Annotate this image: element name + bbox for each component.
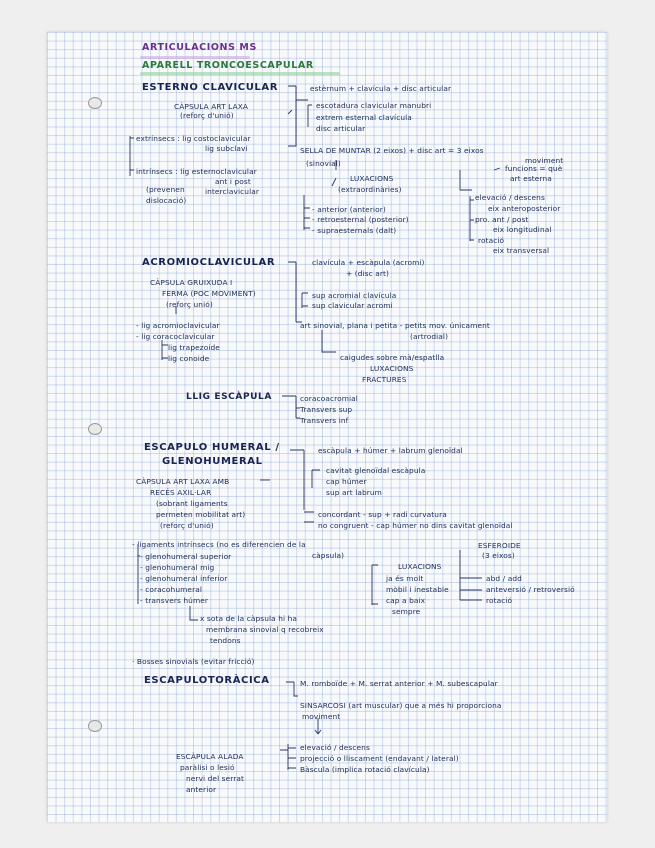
note: dislocació)	[146, 196, 187, 205]
note: - lig acromioclavicular	[136, 321, 220, 330]
note: - glenohumeral inferior	[140, 574, 228, 583]
note: (reforç d'unió)	[180, 111, 234, 120]
note: (reforç d'unió)	[160, 521, 214, 530]
note: Transvers inf	[300, 416, 349, 425]
note: - glenohumeral superior	[140, 552, 232, 561]
note: lig conoide	[168, 354, 210, 363]
note: elevació / descens	[475, 193, 545, 202]
note: (prevenen	[146, 185, 185, 194]
note: cap a baix	[386, 596, 426, 605]
note: funcions = què	[505, 164, 563, 173]
note: caigudes sobre mà/espatlla	[340, 353, 445, 362]
note: SINSARCOSI (art muscular) que a més hi proporciona	[300, 701, 502, 710]
note: abd / add	[486, 574, 522, 583]
page-subtitle: APARELL TRONCOESCAPULAR	[142, 60, 314, 71]
note: intrínsecs : lig esternoclavicular	[136, 167, 257, 176]
note: pro. ant / post	[475, 215, 529, 224]
note: (sobrant ligaments	[156, 499, 228, 508]
note: rotació	[486, 596, 513, 605]
note: extrem esternal clavícula	[316, 113, 412, 122]
note: ESFEROIDE	[478, 541, 521, 550]
note: escàpula + húmer + labrum glenoïdal	[318, 446, 463, 455]
note: LUXACIONS	[350, 174, 394, 183]
note: CÀPSULA GRUIXUDA I	[150, 278, 233, 287]
note: LUXACIONS	[370, 364, 414, 373]
note: estèrnum + clavícula + disc articular	[310, 84, 452, 93]
note: FERMA (POC MOVIMENT)	[162, 289, 256, 298]
heading-escapulotoracica: ESCAPULOTORÀCICA	[144, 675, 270, 686]
note: anterior	[186, 785, 217, 794]
note: interclavicular	[205, 187, 259, 196]
note: cap húmer	[326, 477, 367, 486]
note: eix transversal	[493, 246, 550, 255]
note: art esterna	[510, 174, 552, 183]
note: sup art labrum	[326, 488, 382, 497]
heading-glenohumeral: GLENOHUMERAL	[162, 456, 263, 467]
note: lig trapezoide	[168, 343, 220, 352]
note: clavícula + escàpula (acromi)	[312, 258, 425, 267]
note: eix anteroposterior	[488, 204, 561, 213]
heading-acromioclavicular: ACROMIOCLAVICULAR	[142, 257, 276, 268]
note: FRACTURES	[362, 375, 407, 384]
note: permeten mobilitat art)	[156, 510, 246, 519]
note: · Bosses sinovials (evitar fricció)	[132, 657, 255, 666]
note: paràlisi o lesió	[180, 763, 235, 772]
note: disc articular	[316, 124, 366, 133]
note: mòbil i inestable	[386, 585, 449, 594]
note: - transvers húmer	[140, 596, 209, 605]
note: LUXACIONS	[398, 562, 442, 571]
note: anteversió / retroversió	[486, 585, 575, 594]
note: x sota de la càpsula hi ha	[200, 614, 298, 623]
note: escotadura clavicular manubri	[316, 101, 432, 110]
note: (artrodial)	[410, 332, 449, 341]
note: projecció o lliscament (endavant / lateral)	[300, 754, 459, 763]
note: elevació / descens	[300, 743, 370, 752]
heading-llig-escapula: LLIG ESCÀPULA	[186, 392, 272, 402]
note: - lig coracoclavicular	[136, 332, 215, 341]
page-title: ARTICULACIONS MS	[142, 42, 257, 53]
note: - glenohumeral mig	[140, 563, 215, 572]
note: ant i post	[215, 177, 251, 186]
note: CÀPSULA ART LAXA	[174, 102, 249, 111]
note: extrínsecs : lig costoclavicular	[136, 134, 251, 143]
note: càpsula)	[312, 551, 345, 560]
heading-esterno-clavicular: ESTERNO CLAVICULAR	[142, 82, 279, 93]
note: sempre	[392, 607, 421, 616]
note: eix longitudinal	[493, 225, 552, 234]
note: + (disc art)	[346, 269, 389, 278]
note: rotació	[478, 236, 505, 245]
note: coracoacromial	[300, 394, 358, 403]
note: (reforç unió)	[166, 300, 213, 309]
note: sup acromial clavícula	[312, 291, 397, 300]
note: M. romboïde + M. serrat anterior + M. subescapular	[300, 679, 498, 688]
note: - anterior (anterior)	[312, 205, 386, 214]
note: RECÉS AXIL·LAR	[150, 488, 212, 497]
note: CÀPSULA ART LAXA AMB	[136, 477, 230, 486]
note: (sinovial)	[306, 159, 341, 168]
note: moviment	[302, 712, 341, 721]
note: cavitat glenoïdal escàpula	[326, 466, 426, 475]
note: lig subclavi	[205, 144, 248, 153]
note: (3 eixos)	[482, 551, 515, 560]
note: no congruent - cap húmer no dins cavitat glenoïdal	[318, 521, 513, 530]
note: - ligaments intrínsecs (no es diferencien de la	[132, 540, 306, 549]
note: art sinovial, plana i petita - petits mov. únicament	[300, 321, 490, 330]
note: tendons	[210, 636, 241, 645]
note: sup clavicular acromi	[312, 301, 393, 310]
note: - supraesternals (dalt)	[312, 226, 397, 235]
note: nervi del serrat	[186, 774, 245, 783]
note: - coracohumeral	[140, 585, 202, 594]
note: ja és molt	[386, 574, 424, 583]
note: Transvers sup	[300, 405, 353, 414]
note: membrana sinovial q recobreix	[206, 625, 324, 634]
note: concordant - sup + radi curvatura	[318, 510, 447, 519]
note: (extraordinàries)	[338, 185, 402, 194]
note: SELLA DE MUNTAR (2 eixos) + disc art = 3 eixos	[300, 146, 484, 155]
heading-escapulohumeral: ESCAPULO HUMERAL /	[144, 442, 280, 453]
note: - retroesternal (posterior)	[312, 215, 409, 224]
note: moviment	[525, 156, 564, 165]
note: Bàscula (implica rotació clavícula)	[300, 765, 430, 774]
note: ESCÀPULA ALADA	[176, 752, 244, 761]
